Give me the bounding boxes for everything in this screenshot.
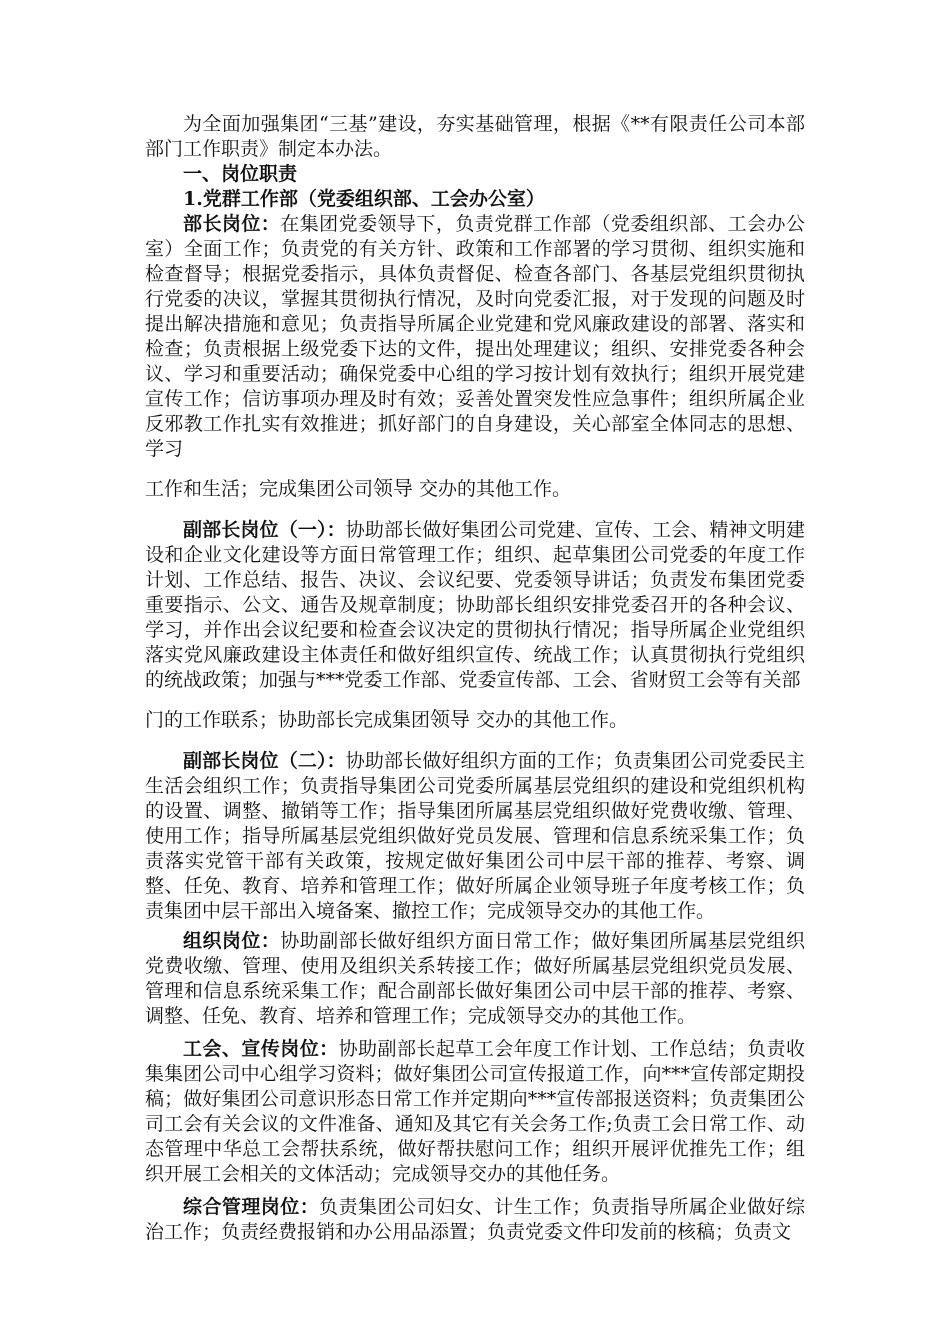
tail-text: 交办的其他工作。 — [470, 709, 629, 731]
section-heading: 一、岗位职责 — [183, 163, 298, 185]
position-label: 组织岗位： — [183, 930, 281, 952]
position-label: 工会、宣传岗位： — [183, 1038, 339, 1060]
position-label: 综合管理岗位： — [183, 1196, 320, 1218]
intro-paragraph: 为全面加强集团“三基”建设，夯实基础管理，根据《**有限责任公司本部部门工作职责》制定本办法。 — [145, 113, 805, 160]
position-body: 协助部长做好组织方面的工作；负责集团公司党委民主生活会组织工作；负责指导集团公司党委所属基层党组织的建设和党组织机构的设置、调整、撤销等工作；指导集团所属基层党组织做好党费收缴、管理、使用工作；指导所属基层党组织做好党员发展、管理和信息系统采集工作；负责落实党管干部有关政策，按规定做好集团公司中层干部的推荐、考察、调整、任免、教育、培养和管理工作；做好所属企业领导班子年度考核工作；负责集团中层干部出入境备案、撤控工作；完成领导交办的其他工作。 — [145, 750, 805, 922]
tail-text: 交办的其他工作。 — [413, 478, 572, 500]
position-paragraph-minister — [145, 212, 805, 462]
position-body: 协助副部长做好组织方面日常工作；做好集团所属基层党组织党费收缴、管理、使用及组织关系转接工作；做好所属基层党组织党员发展、管理和信息系统采集工作；配合副部长做好集团公司中层干部的推荐、考察、调整、任免、教育、培养和管理工作；完成领导交办的其他工作。 — [145, 930, 805, 1027]
position-body: 负责集团公司妇女、计生工作；负责指导所属企业做好综治工作；负责经费报销和办公用品添置；负责党委文件印发前的核稿；负责文 — [145, 1196, 805, 1243]
position-label: 部长岗位： — [183, 213, 281, 235]
position-tail-line — [145, 707, 805, 733]
position-tail-line — [145, 476, 805, 502]
position-label: 副部长岗位（二）： — [183, 750, 346, 772]
tail-lead-word: 领导 — [430, 707, 471, 731]
position-paragraph-deputy-2 — [145, 749, 805, 924]
subsection-heading: 1.党群工作部（党委组织部、工会办公室） — [183, 188, 545, 210]
document-page — [145, 112, 805, 1245]
position-paragraph-union-publicity — [145, 1037, 805, 1187]
position-body: 协助部长做好集团公司党建、宣传、工会、精神文明建设和企业文化建设等方面日常管理工作；组织、起草集团公司党委的年度工作计划、工作总结、报告、决议、会议纪要、党委领导讲话；负责发布集团党委重要指示、公文、通告及规章制度；协助部长组织安排党委召开的各种会议、学习，并作出会议纪要和检查会议决定的贯彻执行情况；指导所属企业党组织落实党风廉政建设主体责任和做好组织宣传、统战工作；认真贯彻执行党组织的统战政策；加强与***党委工作部、党委宣传部、工会、省财贸工会等有关部 — [145, 519, 805, 691]
position-paragraph-deputy-1 — [145, 518, 805, 693]
position-body: 在集团党委领导下，负责党群工作部（党委组织部、工会办公室）全面工作；负责党的有关方针、政策和工作部署的学习贯彻、组织实施和检查督导；根据党委指示，具体负责督促、检查各部门、各基层党组织贯彻执行党委的决议，掌握其贯彻执行情况，及时向党委汇报，对于发现的问题及时提出解决措施和意见；负责指导所属企业党建和党风廉政建设的部署、落实和检查；负责根据上级党委下达的文件，提出处理建议；组织、安排党委各种会议、学习和重要活动；确保党委中心组的学习按计划有效执行；组织开展党建宣传工作；信访事项办理及时有效；妥善处置突发性应急事件；组织所属企业反邪教工作扎实有效推进；抓好部门的自身建设，关心部室全体同志的思想、学习 — [145, 213, 805, 460]
tail-lead-word: 领导 — [373, 476, 414, 500]
position-paragraph-organization — [145, 929, 805, 1029]
position-body: 协助副部长起草工会年度工作计划、工作总结；负责收集集团公司中心组学习资料；做好集团公司宣传报道工作，向***宣传部定期投稿；做好集团公司意识形态日常工作并定期向***宣传部报送资料；负责集团公司工会有关会议的文件准备、通知及其它有关会务工作;负责工会日常工作、动态管理中华总工会帮扶系统，做好帮扶慰问工作；组织开展评优推先工作；组织开展工会相关的文体活动；完成领导交办的其他任务。 — [145, 1038, 805, 1185]
tail-text: 门的工作联系；协助部长完成集团 — [145, 709, 431, 731]
position-label: 副部长岗位（一）： — [183, 519, 346, 541]
position-paragraph-general-management — [145, 1195, 805, 1245]
tail-text: 工作和生活；完成集团公司 — [145, 478, 374, 500]
